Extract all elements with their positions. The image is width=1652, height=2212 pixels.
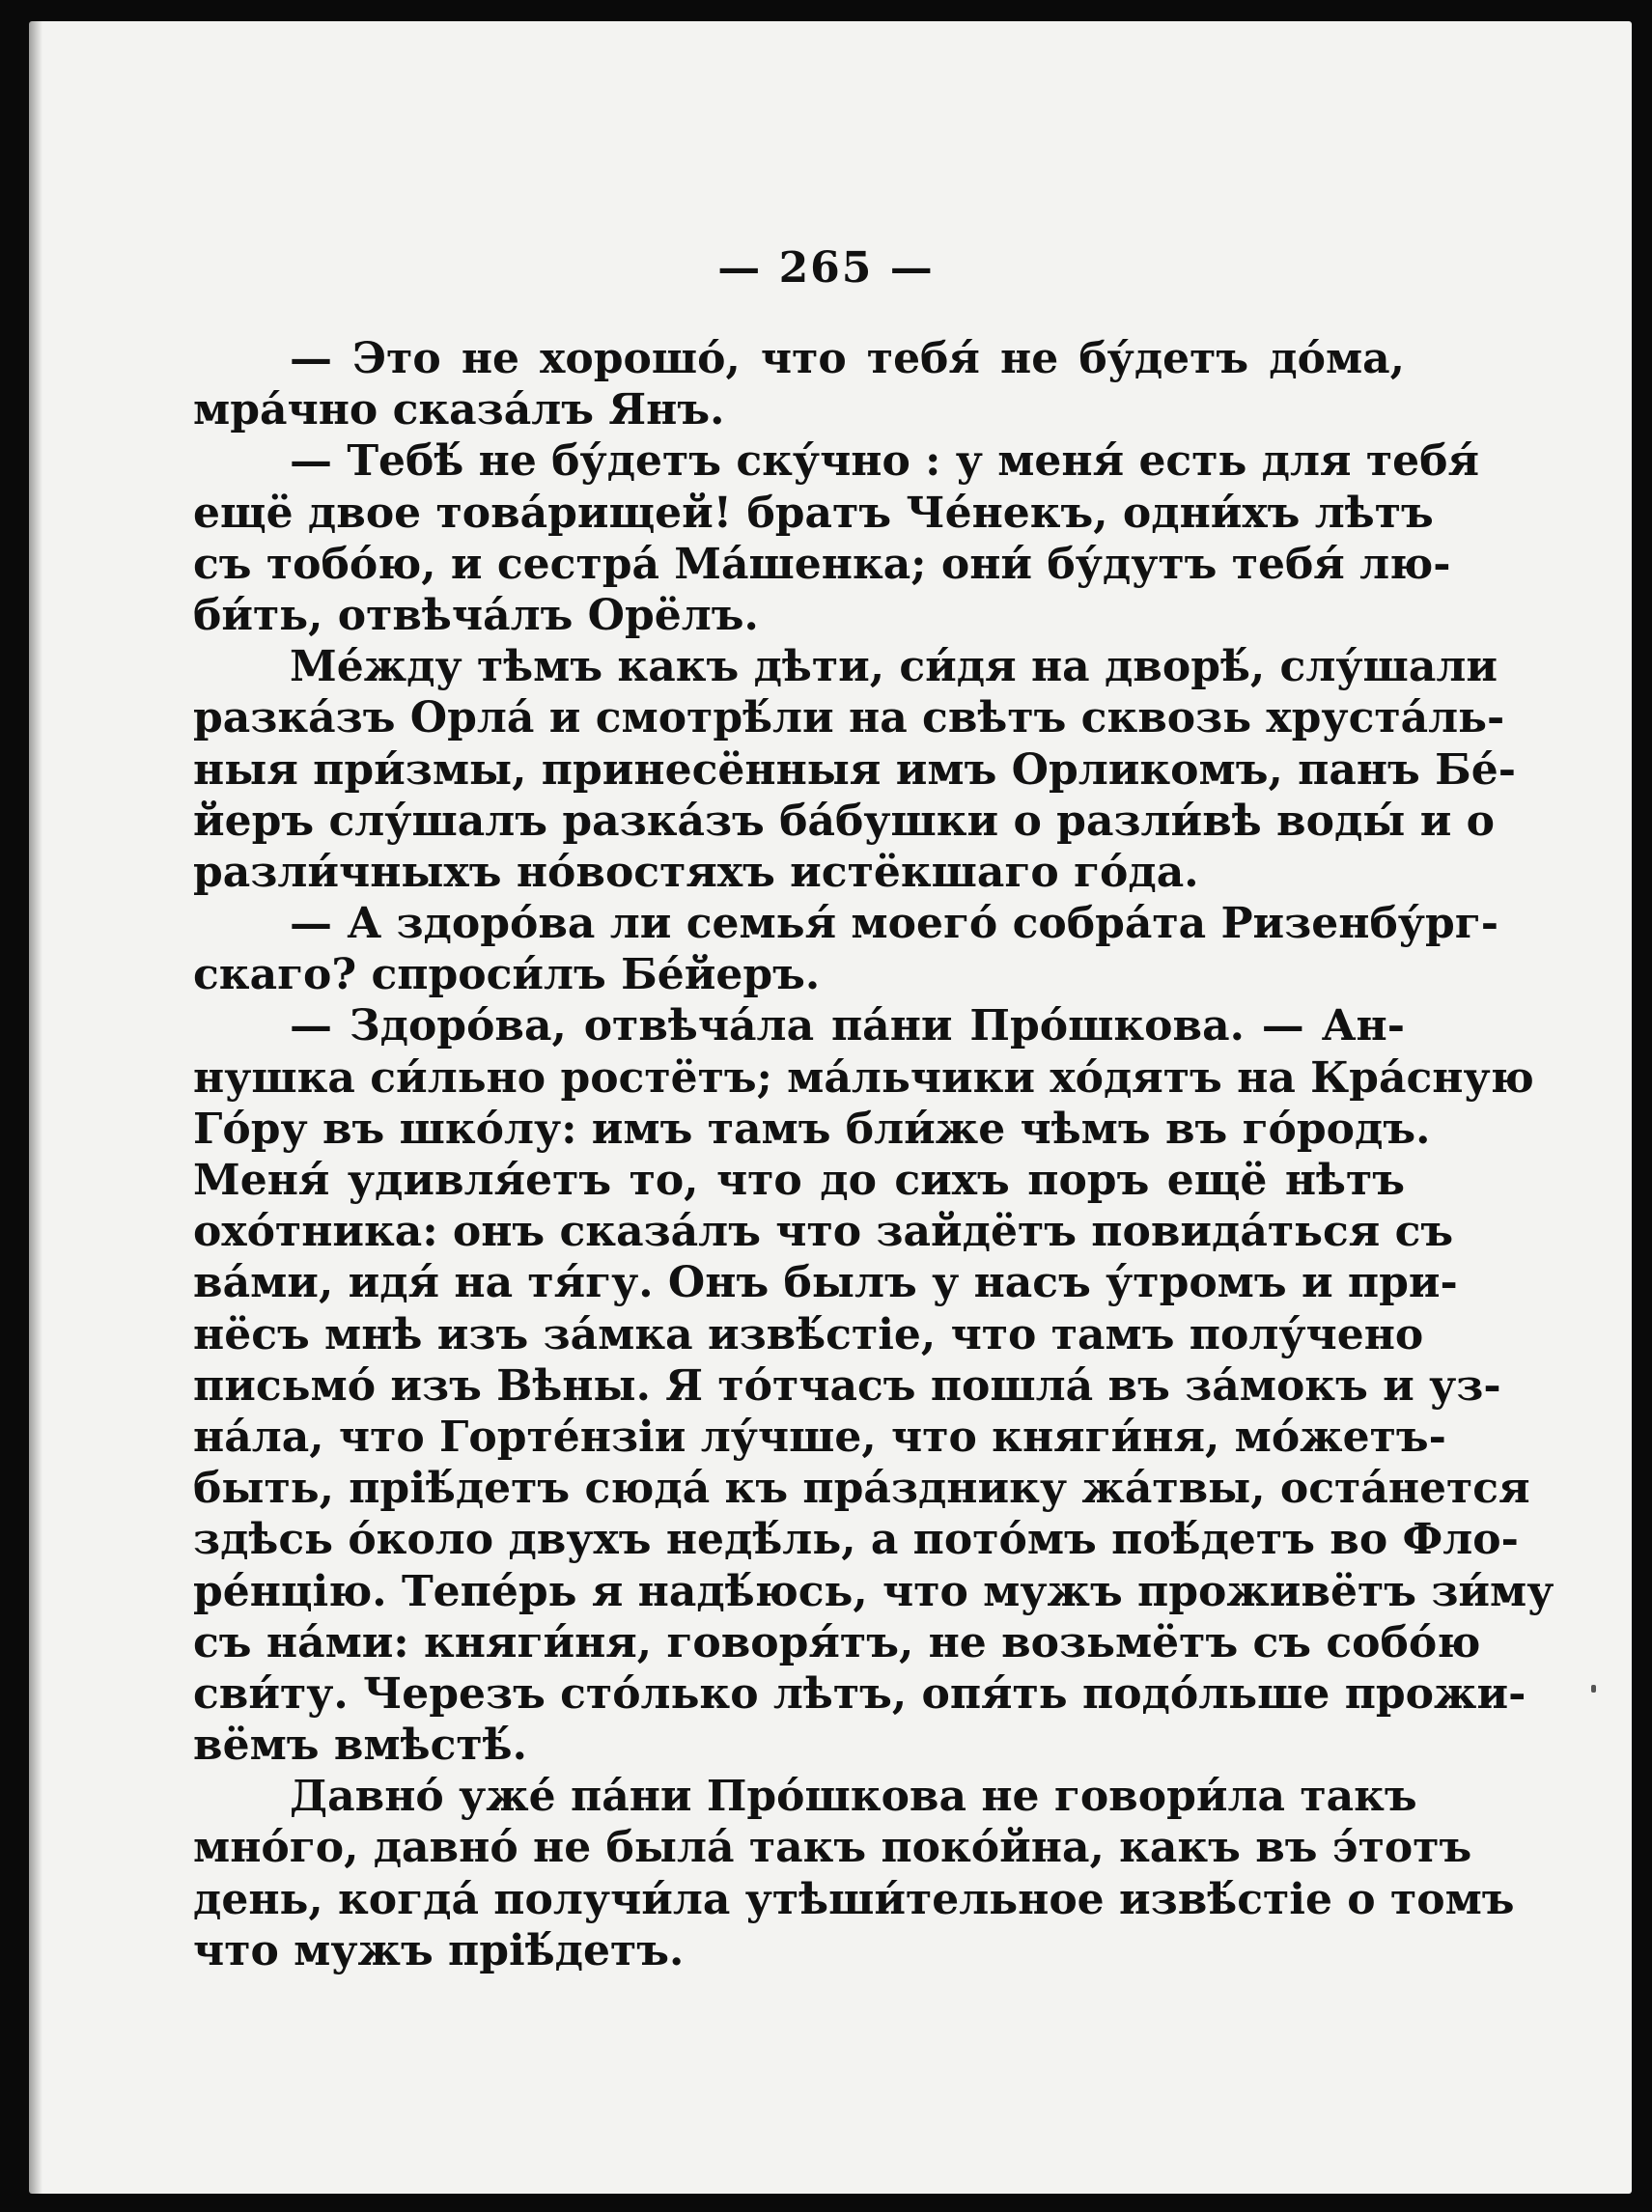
text-line: охо́тника: онъ сказа́лъ что зайдётъ повида́ться съ xyxy=(193,1207,1454,1257)
text-line: нёсъ мнѣ изъ за́мка извѣ́стіе, что тамъ полу́чено xyxy=(193,1309,1424,1359)
text-line: Меня́ удивля́етъ то, что до сихъ поръ ещё нѣтъ xyxy=(193,1156,1405,1205)
text-line: — Здоро́ва, отвѣча́ла па́ни Про́шкова. — Ан- xyxy=(290,1001,1405,1051)
text-line: разка́зъ Орла́ и смотрѣ́ли на свѣтъ сквозь хруста́ль- xyxy=(193,693,1505,743)
text-line: скаго? спроси́лъ Бе́йеръ. xyxy=(193,950,821,1000)
text-line: съ тобо́ю, и сестра́ Ма́шенка; они́ бу́дутъ тебя́ лю- xyxy=(193,539,1451,589)
text-line: разли́чныхъ но́востяхъ истёкшаго го́да. xyxy=(193,847,1199,897)
text-line: Го́ру въ шко́лу: имъ тамъ бли́же чѣмъ въ го́родъ. xyxy=(193,1104,1431,1154)
page-edge-shadow xyxy=(29,21,42,2194)
text-line: письмо́ изъ Вѣны. Я то́тчасъ пошла́ въ за́мокъ и уз- xyxy=(193,1360,1501,1411)
text-line: ныя при́змы, принесённыя имъ Орликомъ, панъ Бе́- xyxy=(193,744,1516,795)
text-line: сви́ту. Черезъ сто́лько лѣтъ, опя́ть подо́льше прожи- xyxy=(193,1668,1526,1719)
text-line: на́ла, что Горте́нзіи лу́чше, что княги́ня, мо́жетъ- xyxy=(193,1412,1446,1462)
ink-speck xyxy=(1591,1685,1596,1693)
text-line: ре́нцію. Тепе́рь я надѣ́юсь, что мужъ проживётъ зи́му xyxy=(193,1566,1554,1616)
text-line: Давно́ уже́ па́ни Про́шкова не говори́ла такъ xyxy=(290,1772,1417,1822)
text-line: нушка си́льно ростётъ; ма́льчики хо́дятъ на Кра́сную xyxy=(193,1052,1534,1103)
text-line: здѣсь о́коло двухъ недѣ́ль, а пото́мъ поѣ́детъ во Фло- xyxy=(193,1515,1519,1565)
text-line: съ на́ми: княги́ня, говоря́тъ, не возьмётъ съ собо́ю xyxy=(193,1617,1481,1667)
page-number: — 265 — xyxy=(717,243,935,293)
text-line: быть, пріѣ́детъ сюда́ къ пра́зднику жа́твы, оста́нется xyxy=(193,1464,1530,1514)
text-line: Ме́жду тѣмъ какъ дѣти, си́дя на дворѣ́, слу́шали xyxy=(290,642,1498,692)
text-line: вёмъ вмѣстѣ́. xyxy=(193,1721,527,1771)
text-line: ещё двое това́рищей! братъ Че́некъ, одни́хъ лѣтъ xyxy=(193,488,1434,538)
text-line: мра́чно сказа́лъ Янъ. xyxy=(193,385,725,435)
text-line: мно́го, давно́ не была́ такъ поко́йна, какъ въ э́тотъ xyxy=(193,1823,1472,1873)
text-line: ва́ми, идя́ на тя́гу. Онъ былъ у насъ у́тромъ и при- xyxy=(193,1258,1458,1308)
text-line: — Тебѣ́ не бу́детъ ску́чно : у меня́ есть для тебя́ xyxy=(290,436,1479,487)
text-line: би́ть, отвѣча́лъ Орёлъ. xyxy=(193,590,759,640)
text-line: день, когда́ получи́ла утѣши́тельное извѣ́стіе о томъ xyxy=(193,1874,1515,1924)
text-line: — Это не хорошо́, что тебя́ не бу́детъ до́ма, xyxy=(290,334,1405,383)
text-line: йеръ слу́шалъ разка́зъ ба́бушки о разли́вѣ воды́ и о xyxy=(193,796,1495,846)
text-line: что мужъ пріѣ́детъ. xyxy=(193,1925,685,1975)
text-line: — А здоро́ва ли семья́ моего́ собра́та Ризенбу́рг- xyxy=(290,899,1498,949)
body-text xyxy=(193,333,1554,1976)
